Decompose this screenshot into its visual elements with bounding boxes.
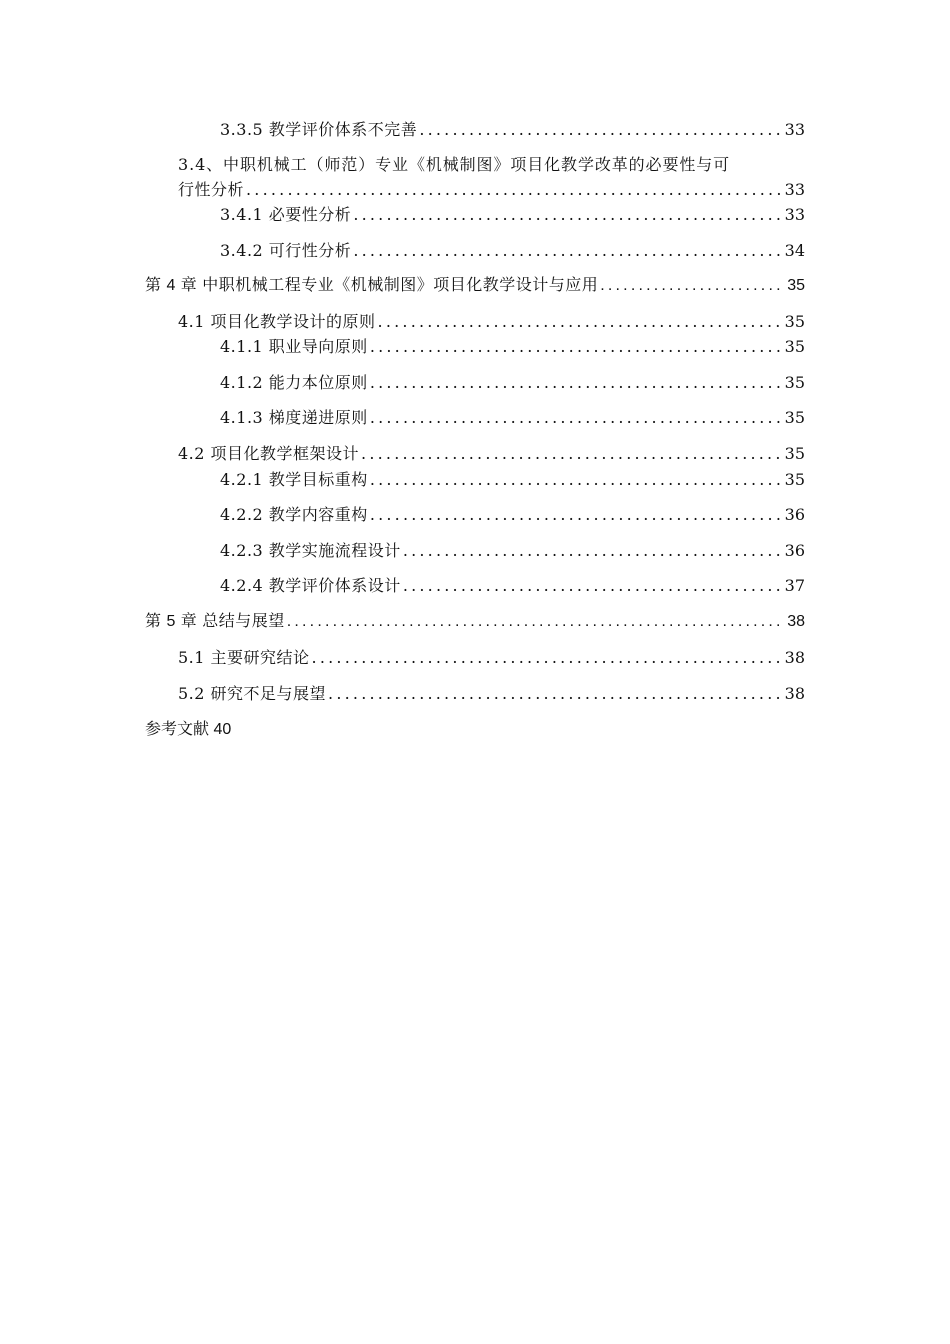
toc-leader-dots bbox=[370, 371, 783, 395]
toc-entry-label: 4.2 项目化教学框架设计 bbox=[178, 444, 360, 463]
toc-entry-label: 4.1.1 职业导向原则 bbox=[220, 337, 368, 356]
toc-page-number: 33 bbox=[784, 120, 805, 139]
toc-page-number: 35 bbox=[784, 312, 805, 331]
toc-leader-dots bbox=[287, 610, 785, 634]
toc-leader-dots bbox=[378, 310, 783, 334]
toc-page-number: 37 bbox=[784, 576, 805, 595]
toc-page-number: 36 bbox=[784, 505, 805, 524]
toc-entry-4-2-3[interactable] bbox=[220, 539, 805, 563]
toc-page-number: 33 bbox=[784, 205, 805, 224]
toc-leader-dots bbox=[361, 442, 783, 466]
toc-leader-dots bbox=[246, 178, 783, 202]
toc-entry-label: 5.1 主要研究结论 bbox=[178, 648, 310, 667]
toc-entry-label: 4.1.3 梯度递进原则 bbox=[220, 408, 368, 427]
toc-page-number: 38 bbox=[787, 613, 805, 630]
toc-leader-dots bbox=[600, 274, 785, 298]
toc-entry-4-1-2[interactable] bbox=[220, 371, 805, 395]
toc-leader-dots bbox=[370, 468, 783, 492]
toc-entry-label: 3.4.2 可行性分析 bbox=[220, 241, 352, 260]
toc-entry-5-2[interactable] bbox=[178, 682, 805, 706]
toc-page-number: 35 bbox=[784, 337, 805, 356]
toc-page-number: 38 bbox=[784, 684, 805, 703]
toc-page-number: 35 bbox=[784, 408, 805, 427]
toc-entry-label: 4.2.2 教学内容重构 bbox=[220, 505, 368, 524]
toc-page-number: 33 bbox=[784, 180, 805, 199]
toc-leader-dots bbox=[312, 646, 783, 670]
toc-entry-label: 第 4 章 中职机械工程专业《机械制图》项目化教学设计与应用 bbox=[145, 277, 599, 294]
toc-entry-label: 4.1.2 能力本位原则 bbox=[220, 373, 368, 392]
toc-entry-4-2-2[interactable] bbox=[220, 503, 805, 527]
toc-entry-label: 5.2 研究不足与展望 bbox=[178, 684, 327, 703]
toc-entry-label: 3.3.5 教学评价体系不完善 bbox=[220, 120, 418, 139]
toc-entry-5-1[interactable] bbox=[178, 646, 805, 670]
toc-entry-label: 3.4.1 必要性分析 bbox=[220, 205, 352, 224]
toc-entry-label: 4.1 项目化教学设计的原则 bbox=[178, 312, 376, 331]
toc-leader-dots bbox=[370, 503, 783, 527]
toc-page-number: 35 bbox=[787, 277, 805, 294]
toc-entry-3-4-1[interactable] bbox=[220, 203, 805, 227]
toc-leader-dots bbox=[419, 118, 782, 142]
toc-leader-dots bbox=[353, 239, 782, 263]
toc-entry-3-4-line1[interactable]: 3.4、中职机械工（师范）专业《机械制图》项目化教学改革的必要性与可 bbox=[178, 155, 731, 174]
toc-entry-4-2-4[interactable] bbox=[220, 574, 805, 598]
toc-page-number: 36 bbox=[784, 541, 805, 560]
toc-leader-dots bbox=[370, 335, 783, 359]
toc-entry-4-1-1[interactable] bbox=[220, 335, 805, 359]
toc-leader-dots bbox=[403, 539, 783, 563]
toc-chapter-4[interactable] bbox=[145, 274, 805, 298]
toc-page-number: 38 bbox=[784, 648, 805, 667]
toc-entry-label: 行性分析 bbox=[178, 180, 245, 199]
toc-entry-3-4-2[interactable] bbox=[220, 239, 805, 263]
toc-entry-4-2[interactable] bbox=[178, 442, 805, 466]
toc-leader-dots bbox=[353, 203, 782, 227]
toc-page-number: 35 bbox=[784, 470, 805, 489]
toc-entry-label: 4.2.4 教学评价体系设计 bbox=[220, 576, 401, 595]
toc-page-number: 34 bbox=[784, 241, 805, 260]
toc-entry-3-3-5[interactable] bbox=[220, 118, 805, 142]
toc-chapter-5[interactable] bbox=[145, 610, 805, 634]
toc-entry-label: 4.2.3 教学实施流程设计 bbox=[220, 541, 401, 560]
toc-entry-label: 第 5 章 总结与展望 bbox=[145, 613, 285, 630]
toc-leader-dots bbox=[370, 406, 783, 430]
toc-leader-dots bbox=[328, 682, 783, 706]
toc-entry-4-1-3[interactable] bbox=[220, 406, 805, 430]
toc-page-number: 35 bbox=[784, 373, 805, 392]
toc-entry-label: 4.2.1 教学目标重构 bbox=[220, 470, 368, 489]
toc-entry-4-1[interactable] bbox=[178, 310, 805, 334]
toc-references[interactable]: 参考文献 40 bbox=[145, 721, 232, 738]
toc-page-number: 35 bbox=[784, 444, 805, 463]
toc-leader-dots bbox=[403, 574, 783, 598]
toc-entry-4-2-1[interactable] bbox=[220, 468, 805, 492]
toc-entry-3-4[interactable] bbox=[178, 178, 805, 202]
